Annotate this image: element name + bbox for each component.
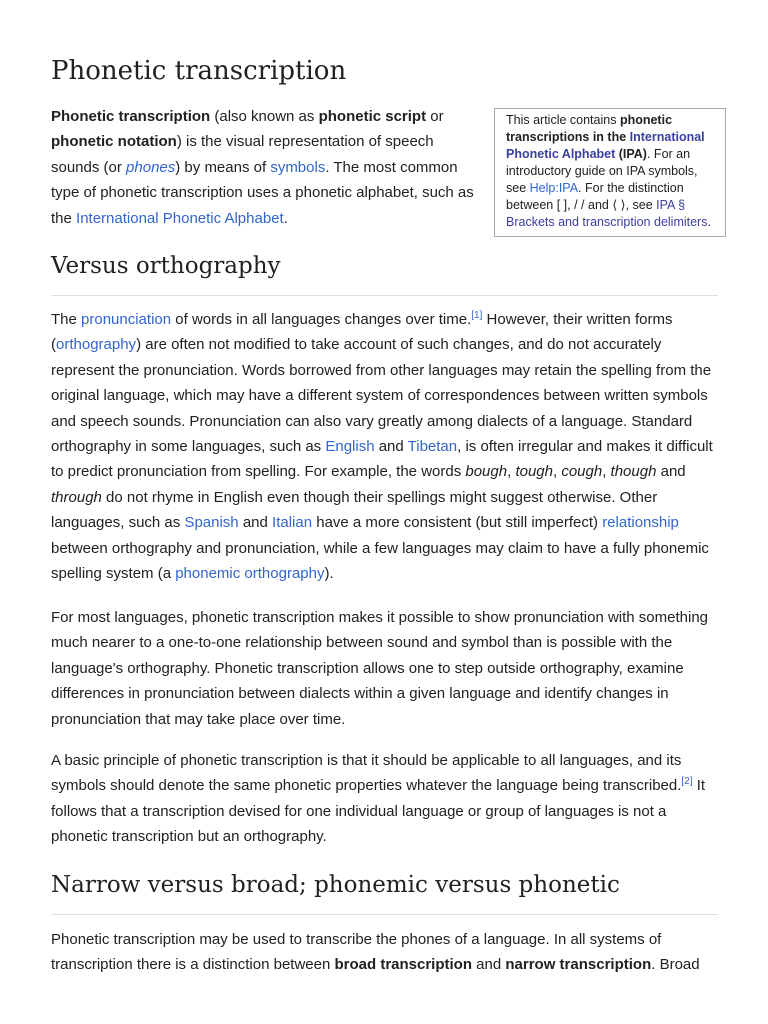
link-international-phonetic-alphabet[interactable]: International Phonetic Alphabet (76, 209, 284, 227)
section-heading-narrow-versus-broad: Narrow versus broad; phonemic versus phonetic (51, 872, 620, 898)
paragraph: A basic principle of phonetic transcription is that it should be applicable to all languages, and its symbols should denote the same phonetic properties whatever the language being transcribed.[2] It follows that a transcription devised for one individual language or group of languages is not a phonetic transcription but an orthography. (51, 752, 706, 846)
page-title: Phonetic transcription (51, 56, 347, 86)
section-heading-versus-orthography: Versus orthography (51, 253, 281, 279)
link-italian[interactable]: Italian (272, 514, 313, 532)
link-help-ipa[interactable]: Help:IPA (529, 181, 579, 195)
link-relationship[interactable]: relationship (602, 514, 679, 532)
bold-term: Phonetic transcription (51, 108, 211, 125)
section-divider (51, 295, 718, 296)
link-ipa-brackets[interactable]: IPA § Brackets and transcription delimiters (506, 198, 708, 229)
link-ipa[interactable]: International Phonetic Alphabet (506, 130, 705, 161)
intro-paragraph: Phonetic transcription (also known as phonetic script or phonetic notation) is the visual representation of speech sounds (or phones) by means of symbols. The most common type of phonetic transcription uses a phonetic alphabet, such as the International Phonetic Alphabet. (51, 108, 474, 227)
link-phones[interactable]: phones (126, 158, 176, 176)
paragraph: For most languages, phonetic transcription makes it possible to show pronunciation with something much nearer to a one-to-one relationship between sound and symbol than is possible with the language's orthography. Phonetic transcription allows one to step outside orthography, examine differences in pronunciation between dialects within a given language and identify changes in pronunciation that may take place over time. (51, 609, 709, 728)
reference-1[interactable]: [1] (471, 310, 483, 321)
paragraph: The pronunciation of words in all languages changes over time.[1] However, their written forms (orthography) are often not modified to take account of such changes, and do not accurately represent the pronunciation. Words borrowed from other languages may retain the spelling from the original language, which may have a different system of correspondences between written symbols and speech sounds. Pronunciation can also vary greatly among dialects of a language. Standard orthography in some languages, such as English and Tibetan, is often irregular and makes it difficult to predict pronunciation from spelling. For example, the words bough, tough, cough, though and through do not rhyme in English even though their spellings might suggest otherwise. Other languages, such as Spanish and Italian have a more consistent (but still imperfect) relationship between orthography and pronunciation, while a few languages may claim to have a fully phonemic spelling system (a phonemic orthography). (51, 310, 713, 583)
link-phonemic-orthography[interactable]: phonemic orthography (175, 565, 325, 583)
link-pronunciation[interactable]: pronunciation (81, 311, 172, 328)
link-orthography[interactable]: orthography (56, 336, 137, 354)
bold-term: phonetic notation (51, 133, 177, 151)
link-symbols[interactable]: symbols (270, 158, 326, 176)
reference-2[interactable]: [2] (681, 776, 693, 788)
link-tibetan[interactable]: Tibetan (407, 438, 458, 456)
ipa-notice-box: This article contains phonetic transcriptions in the International Phonetic Alphabet (IPA). For an introductory guide on IPA symbols, see Help:IPA. For the distinction between [ ], / / and ⟨ ⟩, see IPA § Brackets and transcription delimiters. (494, 108, 726, 237)
link-english[interactable]: English (325, 438, 375, 456)
section-divider (51, 914, 718, 915)
bold-term: phonetic script (318, 108, 427, 125)
link-spanish[interactable]: Spanish (184, 514, 239, 532)
paragraph: Phonetic transcription may be used to transcribe the phones of a language. In all systems of transcription there is a distinction between broad transcription and narrow transcription. Broad (51, 931, 700, 974)
